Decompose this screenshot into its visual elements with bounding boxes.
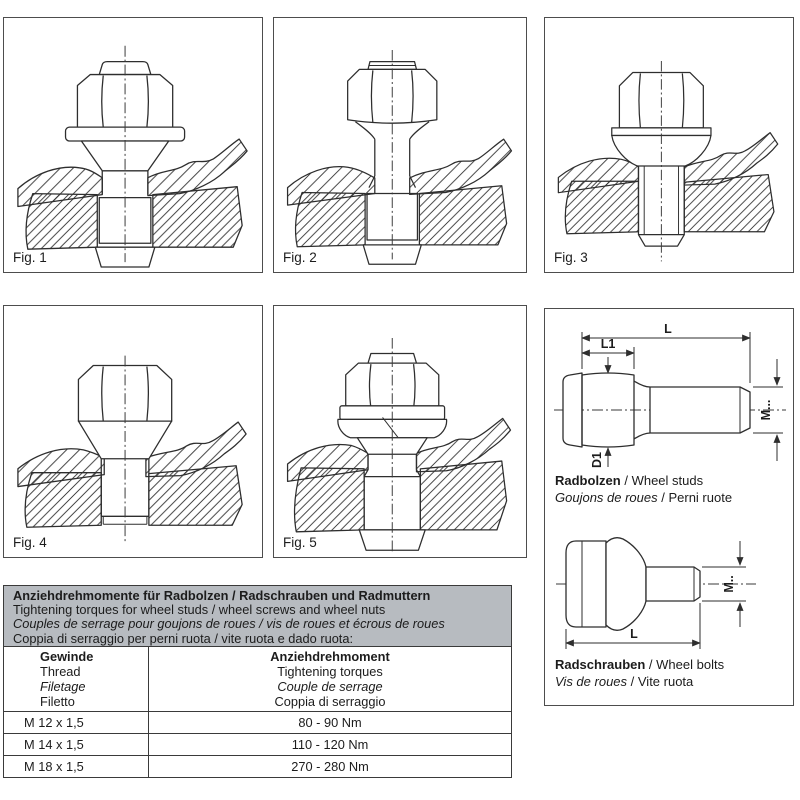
bolt-caption-it: / Vite ruota — [627, 673, 694, 689]
fig5-label: Fig. 5 — [283, 535, 317, 550]
thread-header-fr: Filetage — [40, 679, 86, 694]
torque-header-de: Anziehdrehmoment — [270, 649, 390, 664]
fig2-label: Fig. 2 — [283, 250, 317, 265]
thread-header-it: Filetto — [40, 694, 75, 709]
table-row-torque-m12: 80 - 90 Nm — [148, 711, 511, 733]
wheel-bolt-drawing — [550, 527, 790, 661]
wheel-bolt-caption-line2 — [555, 674, 724, 691]
torque-header-fr: Couple de serrage — [277, 679, 383, 694]
thread-header-de: Gewinde — [40, 649, 94, 664]
fig3-label: Fig. 3 — [554, 250, 588, 265]
stud-dim-l: L — [664, 322, 672, 336]
fig3-drawing — [545, 18, 793, 272]
torque-header-en: Tightening torques — [277, 664, 383, 679]
bolt-dim-l: L — [630, 627, 638, 641]
fig4-label: Fig. 4 — [13, 535, 47, 550]
torque-title-block — [3, 585, 512, 647]
stud-dim-l1: L1 — [600, 337, 616, 351]
stud-caption-de: Radbolzen — [555, 473, 621, 488]
fig2-panel — [273, 17, 527, 273]
torque-title-de: Anziehdrehmomente für Radbolzen / Radschrauben und Radmuttern — [13, 588, 431, 603]
fig3-panel — [544, 17, 794, 273]
fig4-panel — [3, 305, 263, 558]
fig1-panel — [3, 17, 263, 273]
stud-dim-d1: D1 — [590, 452, 604, 468]
table-row-thread-m14: M 14 x 1,5 — [4, 733, 148, 755]
stud-body — [563, 373, 750, 447]
torque-table-col-thread-header — [4, 647, 148, 711]
thread-header-en: Thread — [40, 664, 81, 679]
torque-title-it: Coppia di serraggio per perni ruota / vite ruota e dado ruota: — [13, 630, 354, 646]
torque-title-en: Tightening torques for wheel studs / wheel screws and wheel nuts — [13, 602, 386, 618]
bolt-caption-fr: Vis de roues — [555, 673, 628, 689]
wheel-stud-drawing — [550, 317, 790, 477]
torque-header-it: Coppia di serraggio — [274, 694, 386, 709]
wheel-bolt-caption-line1 — [555, 657, 724, 674]
fig1-drawing — [4, 18, 262, 272]
table-row-torque-m18: 270 - 280 Nm — [148, 755, 511, 777]
bolt-dim-m: M.. — [722, 575, 736, 593]
table-row-thread-m18: M 18 x 1,5 — [4, 755, 148, 777]
stud-dim-m: M... — [759, 399, 773, 421]
fig1-label: Fig. 1 — [13, 250, 47, 265]
bolt-caption-en: / Wheel bolts — [645, 657, 725, 672]
fig5-panel — [273, 305, 527, 558]
wheel-bolt-caption — [555, 657, 724, 690]
table-row-thread-m12: M 12 x 1,5 — [4, 711, 148, 733]
wheel-stud-caption-line2 — [555, 490, 732, 507]
fig5-drawing — [274, 306, 526, 557]
stud-caption-it: / Perni ruote — [657, 489, 733, 505]
stud-caption-en: / Wheel studs — [620, 473, 704, 488]
torque-table — [3, 646, 512, 778]
bolt-body — [566, 538, 700, 631]
table-row-torque-m14: 110 - 120 Nm — [148, 733, 511, 755]
stud-caption-fr: Goujons de roues — [555, 489, 658, 505]
bolt-caption-de: Radschrauben — [555, 657, 646, 672]
wheel-stud-caption — [555, 473, 732, 506]
fig4-drawing — [4, 306, 262, 557]
torque-table-col-torque-header — [148, 647, 511, 711]
fig2-drawing — [274, 18, 526, 272]
fasteners-panel — [544, 308, 794, 706]
wheel-stud-caption-line1 — [555, 473, 732, 490]
torque-title-fr: Couples de serrage pour goujons de roues / vis de roues et écrous de roues — [13, 616, 445, 632]
